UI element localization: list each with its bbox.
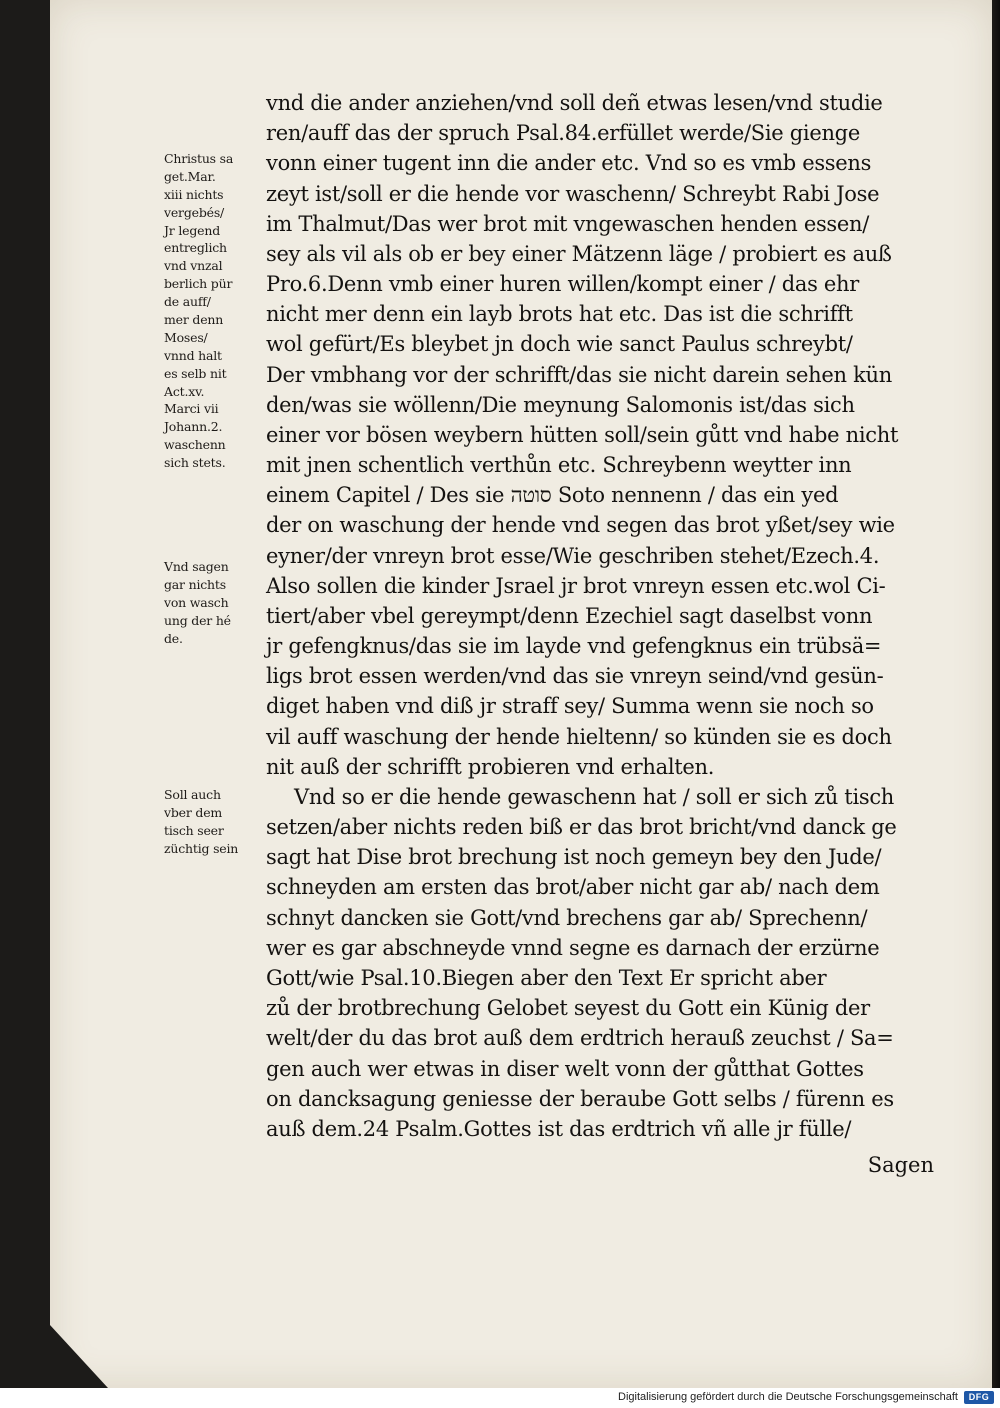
text-line: wol gefürt/Es bleybet jn doch wie sanct Paulus schreybt/ bbox=[266, 332, 853, 357]
marginal-line: vergebés/ bbox=[164, 204, 225, 220]
footer-bar bbox=[0, 1388, 1000, 1408]
marginal-line: gar nichts bbox=[164, 576, 226, 592]
text-line: Pro.6.Denn vmb einer huren willen/kompt einer / das ehr bbox=[266, 272, 860, 297]
text-line: vil auff waschung der hende hieltenn/ so künden sie es doch bbox=[266, 724, 892, 749]
text-line: einem Capitel / Des sie סוטה Soto nennenn / das ein yed bbox=[266, 483, 839, 508]
text-line: gen auch wer etwas in diser welt vonn der gůtthat Gottes bbox=[266, 1056, 864, 1081]
text-line: nicht mer denn ein layb brots hat etc. Das ist die schrifft bbox=[266, 302, 853, 327]
marginal-line: Marci vii bbox=[164, 401, 219, 417]
marginal-line: xiii nichts bbox=[164, 186, 224, 202]
funding-attribution: Digitalisierung gefördert durch die Deutsche Forschungsgemeinschaft bbox=[618, 1391, 958, 1403]
marginal-note-1 bbox=[164, 150, 264, 472]
text-line: zů der brotbrechung Gelobet seyest du Gott ein Künig der bbox=[266, 996, 870, 1021]
text-line: jr gefengknus/das sie im layde vnd gefengknus ein trübsä= bbox=[266, 634, 882, 659]
text-line: vnd die ander anziehen/vnd soll deñ etwas lesen/vnd studie bbox=[266, 91, 883, 115]
text-line: setzen/aber nichts reden biß er das brot bricht/vnd danck ge bbox=[266, 815, 897, 840]
text-line: Also sollen die kinder Jsrael jr brot vnreyn essen etc.wol Ci- bbox=[266, 573, 886, 598]
catchword: Sagen bbox=[867, 1153, 934, 1177]
marginal-line: entreglich bbox=[164, 240, 227, 256]
text-line: zeyt ist/soll er die hende vor waschenn/ Schreybt Rabi Jose bbox=[266, 181, 880, 206]
marginal-line: Jr legend bbox=[164, 222, 221, 238]
marginal-line: sich stets. bbox=[164, 455, 226, 471]
marginal-line: züchtig sein bbox=[164, 840, 239, 856]
text-line: einer vor bösen weybern hütten soll/sein gůtt vnd habe nicht bbox=[266, 422, 899, 447]
marginal-line: vber dem bbox=[164, 804, 223, 820]
marginal-line: Vnd sagen bbox=[164, 559, 229, 574]
marginal-line: Act.xv. bbox=[164, 383, 205, 399]
text-line: ren/auff das der spruch Psal.84.erfüllet werde/Sie gienge bbox=[266, 121, 860, 146]
marginal-note-3 bbox=[164, 786, 264, 858]
text-line: auß dem.24 Psalm.Gottes ist das erdtrich vñ alle jr fülle/ bbox=[266, 1116, 852, 1141]
text-line: vonn einer tugent inn die ander etc. Vnd so es vmb essens bbox=[266, 151, 872, 176]
marginal-line: Moses/ bbox=[164, 329, 208, 345]
marginal-line: de. bbox=[164, 630, 183, 646]
text-line: den/was sie wöllenn/Die meynung Salomonis ist/das sich bbox=[266, 392, 855, 417]
marginal-line: vnnd halt bbox=[164, 347, 222, 363]
text-line: Gott/wie Psal.10.Biegen aber den Text Er spricht aber bbox=[266, 965, 827, 990]
marginal-line: waschenn bbox=[164, 437, 226, 453]
marginal-note-2 bbox=[164, 558, 264, 647]
text-line: welt/der du das brot auß dem erdtrich herauß zeuchst / Sa= bbox=[266, 1026, 894, 1051]
marginal-line: ung der hé bbox=[164, 612, 231, 628]
text-line: im Thalmut/Das wer brot mit vngewaschen henden essen/ bbox=[266, 211, 870, 236]
marginal-line: von wasch bbox=[164, 594, 229, 610]
text-line: der on waschung der hende vnd segen das brot yßet/sey wie bbox=[266, 513, 895, 538]
text-line: Der vmbhang vor der schrifft/das sie nicht darein sehen kün bbox=[266, 362, 892, 387]
text-line: sey als vil als ob er bey einer Mätzenn läge / probiert es auß bbox=[266, 241, 892, 266]
marginal-line: mer denn bbox=[164, 312, 224, 328]
text-line: eyner/der vnreyn brot esse/Wie geschriben stehet/Ezech.4. bbox=[266, 543, 880, 568]
marginal-line: berlich pür bbox=[164, 276, 233, 292]
text-line: schneyden am ersten das brot/aber nicht gar ab/ nach dem bbox=[266, 875, 880, 900]
text-line: diget haben vnd diß jr straff sey/ Summa wenn sie noch so bbox=[266, 694, 874, 719]
text-line: sagt hat Dise brot brechung ist noch gemeyn bey den Jude/ bbox=[266, 845, 882, 870]
marginal-line: tisch seer bbox=[164, 822, 224, 838]
text-line: ligs brot essen werden/vnd das sie vnreyn seind/vnd gesün- bbox=[266, 664, 884, 689]
text-line-paragraph-start: Vnd so er die hende gewaschenn hat / soll er sich zů tisch bbox=[294, 784, 895, 809]
marginal-line: get.Mar. bbox=[164, 168, 216, 184]
marginal-line: es selb nit bbox=[164, 365, 227, 381]
text-line: mit jnen schentlich verthůn etc. Schreybenn weytter inn bbox=[266, 453, 852, 478]
marginal-line: de auff/ bbox=[164, 294, 211, 310]
marginal-line: vnd vnzal bbox=[164, 258, 223, 274]
text-line: nit auß der schrifft probieren vnd erhalten. bbox=[266, 754, 715, 779]
text-line: on dancksagung geniesse der beraube Gott selbs / fürenn es bbox=[266, 1086, 894, 1111]
dfg-logo-icon: DFG bbox=[964, 1391, 994, 1404]
text-line: tiert/aber vbel gereympt/denn Ezechiel sagt daselbst vonn bbox=[266, 603, 873, 628]
marginal-line: Soll auch bbox=[164, 787, 221, 802]
main-text-block bbox=[266, 88, 934, 1144]
marginal-line: Johann.2. bbox=[164, 419, 223, 435]
text-line: wer es gar abschneyde vnnd segne es darnach der erzürne bbox=[266, 935, 880, 960]
text-line: schnyt dancken sie Gott/vnd brechens gar ab/ Sprechenn/ bbox=[266, 905, 868, 930]
marginal-line: Christus sa bbox=[164, 151, 234, 166]
